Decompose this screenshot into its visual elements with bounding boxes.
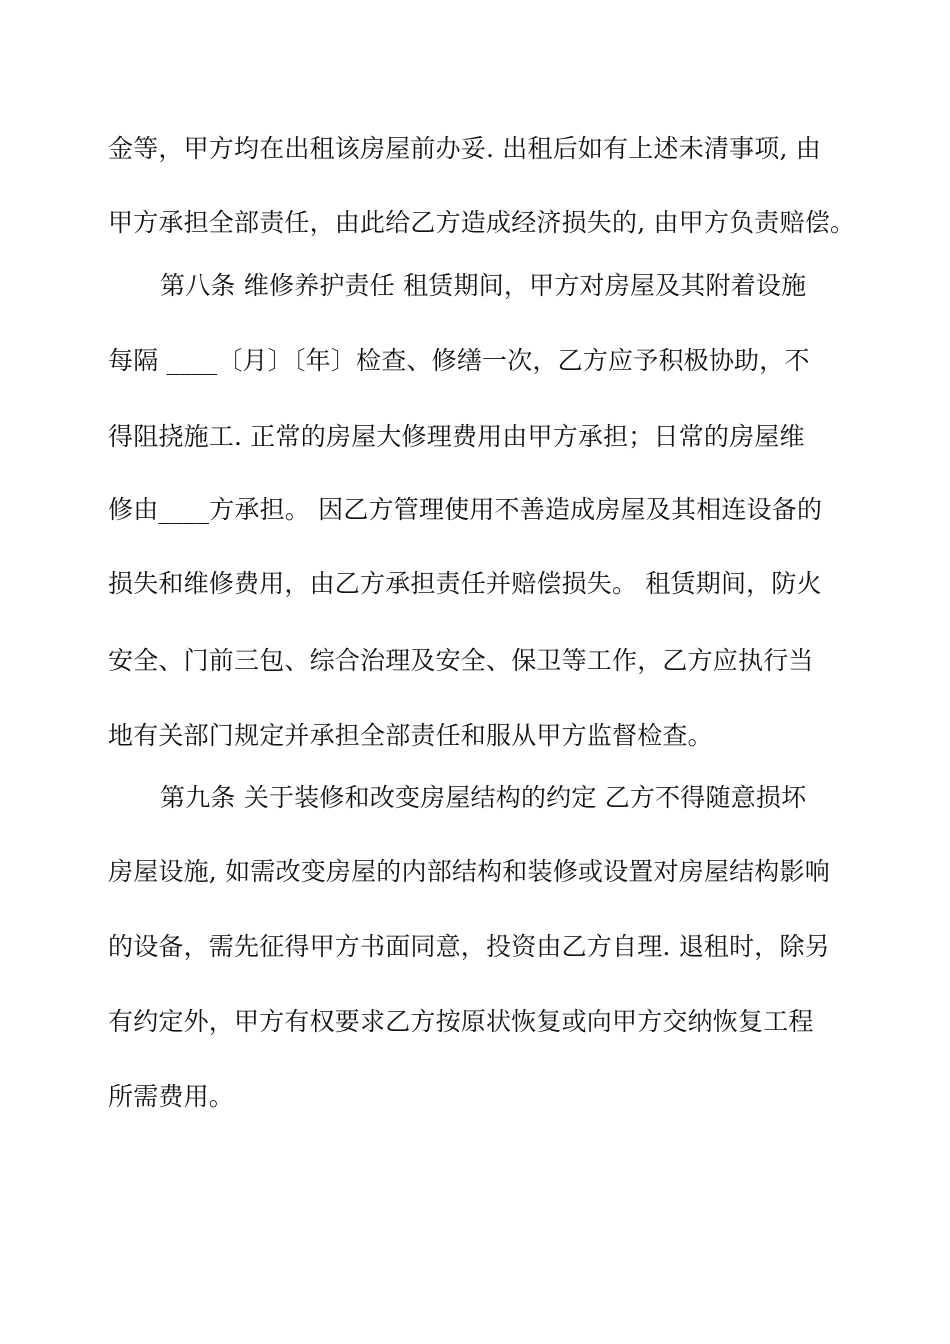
text-line: 地有关部门规定并承担全部责任和服从甲方监督检查。 — [108, 721, 713, 750]
text-line: 安全、门前三包、综合治理及安全、保卫等工作，乙方应执行当 — [108, 646, 814, 675]
article-9-heading-line: 第九条 关于装修和改变房屋结构的约定 乙方不得随意损坏 — [160, 783, 807, 812]
text-line: 房屋设施, 如需改变房屋的内部结构和装修或设置对房屋结构影响 — [108, 857, 830, 886]
text-line: 的设备，需先征得甲方书面同意，投资由乙方自理. 退租时，除另 — [108, 932, 830, 961]
text-line: 甲方承担全部责任，由此给乙方造成经济损失的, 由甲方负责赔偿。 — [108, 208, 856, 237]
text-line: 每隔 ____〔月〕〔年〕检查、修缮一次，乙方应予积极协助，不 — [108, 346, 810, 375]
text-line: 金等，甲方均在出租该房屋前办妥. 出租后如有上述未清事项, 由 — [108, 134, 821, 163]
text-line: 损失和维修费用，由乙方承担责任并赔偿损失。 租赁期间，防火 — [108, 569, 822, 598]
article-8-heading-line: 第八条 维修养护责任 租赁期间，甲方对房屋及其附着设施 — [160, 271, 807, 300]
text-line: 所需费用。 — [108, 1082, 235, 1111]
text-line: 得阻挠施工. 正常的房屋大修理费用由甲方承担；日常的房屋维 — [108, 422, 805, 451]
text-line: 修由____方承担。 因乙方管理使用不善造成房屋及其相连设备的 — [108, 495, 823, 524]
text-line: 有约定外，甲方有权要求乙方按原状恢复或向甲方交纳恢复工程 — [108, 1007, 814, 1036]
